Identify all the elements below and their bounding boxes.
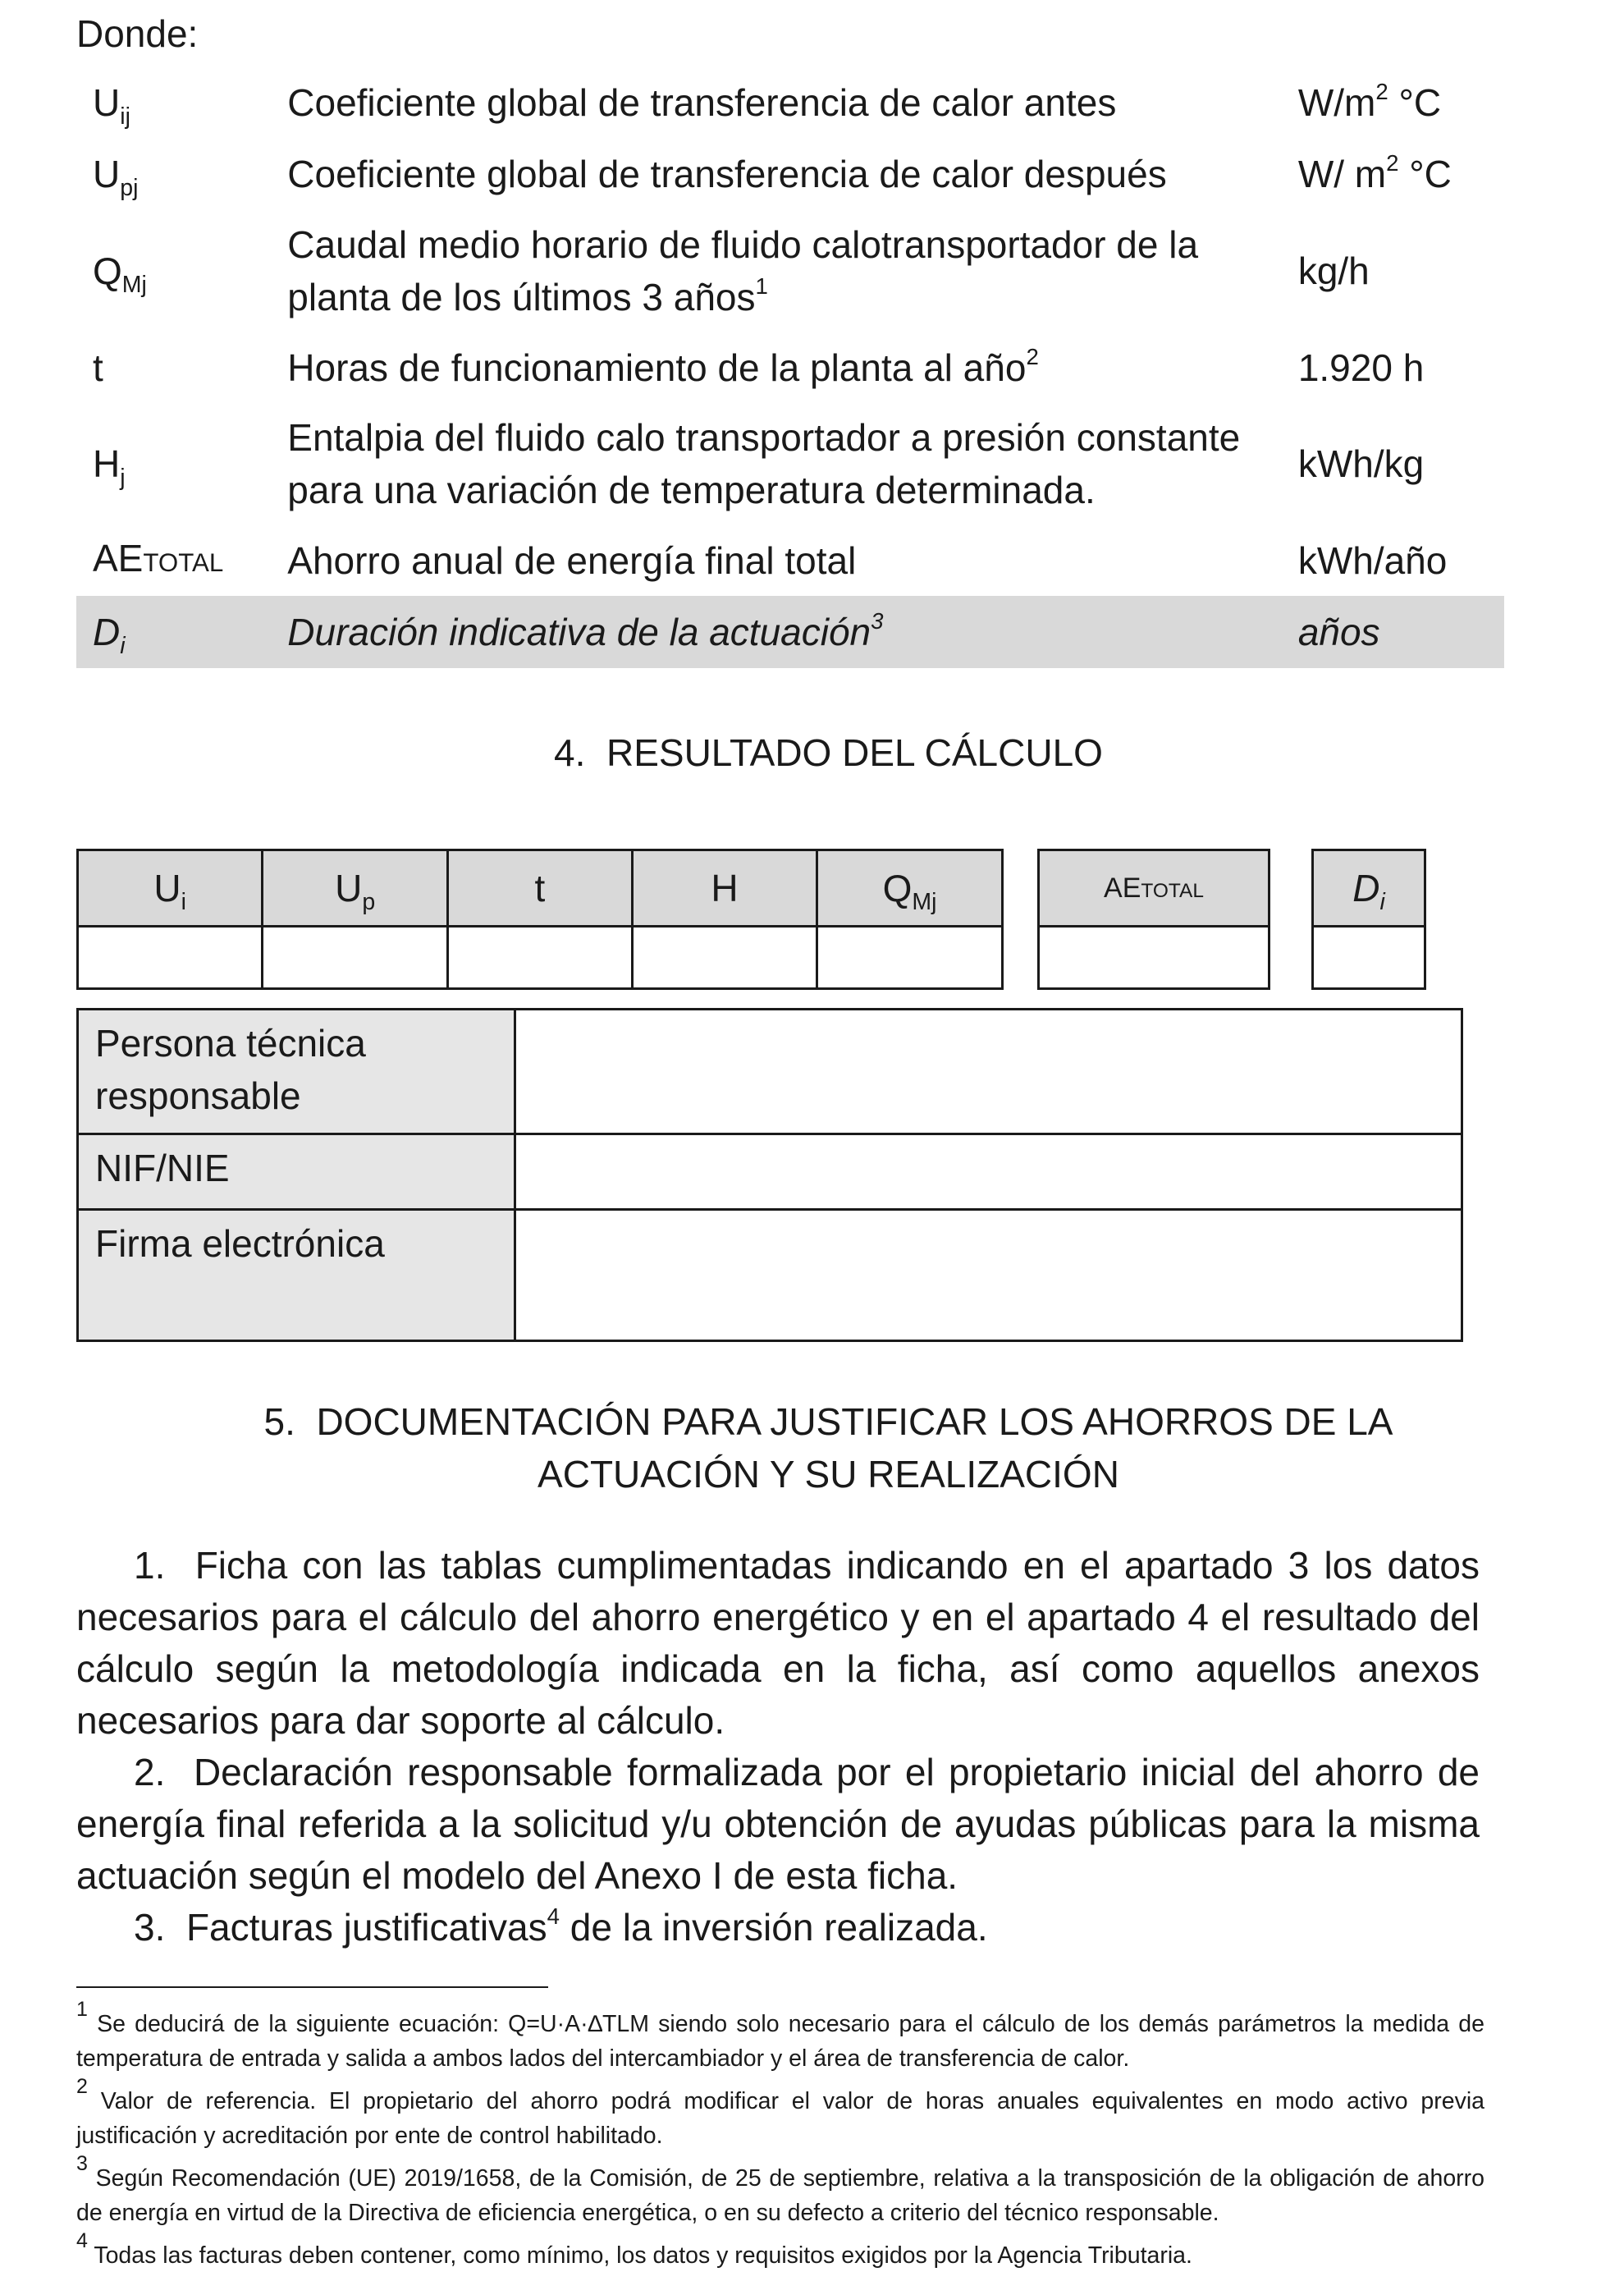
result-value-di[interactable] <box>1313 927 1425 989</box>
result-header-row <box>78 850 1003 927</box>
result-value-h[interactable] <box>632 927 817 989</box>
definitions-table <box>76 66 1504 668</box>
definition-description: Entalpia del fluido calo transportador a presión constante para una variación de temperatura determinada. <box>287 416 1241 511</box>
footnote: $^4$ Todas las facturas deben contener, como mínimo, los datos y requisitos exigidos por la Agencia Tributaria. <box>76 2228 1192 2269</box>
definition-description: Coeficiente global de transferencia de calor después <box>287 153 1167 195</box>
result-value-row <box>78 927 1003 989</box>
footnote: $^2$ Valor de referencia. El propietario del ahorro podrá modificar el valor de horas anuales equivalentes en modo activo previa justificación y acreditación por ente de control habilitado. <box>76 2074 1485 2149</box>
signature-field[interactable] <box>515 1210 1462 1341</box>
footnotes <box>76 1997 1485 2281</box>
result-header-ae-total: AETOTAL <box>1039 850 1269 927</box>
definition-row <box>76 140 1504 208</box>
person-field[interactable] <box>515 1010 1462 1134</box>
result-ae-table <box>1037 849 1270 990</box>
list-item: 3. Facturas justificativas$^4$ de la inversión realizada. <box>134 1903 988 1949</box>
result-di-table <box>1311 849 1426 990</box>
footnote: $^3$ Según Recomendación (UE) 2019/1658, de la Comisión, de 25 de septiembre, relativa a la transposición de la obligación de ahorro de energía en virtud de la Directiva de eficiencia energética, o en su defecto a criterio del técnico responsable. <box>76 2151 1485 2226</box>
result-value-ui[interactable] <box>78 927 263 989</box>
result-header-di: $D_i$ <box>1313 850 1425 927</box>
definition-description: Horas de funcionamiento de la planta al año$^2$ <box>287 343 1039 389</box>
definition-row <box>76 66 1504 140</box>
result-header-qmj: $Q_{Mj}$ <box>817 850 1003 927</box>
responsible-table <box>76 1008 1463 1342</box>
definition-unit: kg/h <box>1297 250 1370 292</box>
definition-description: Duración indicativa de la actuación$^3$ <box>271 596 1282 668</box>
section-4-heading <box>0 731 1624 775</box>
section-number: 5. <box>263 1400 295 1443</box>
section-number: 4. <box>554 731 586 774</box>
list-item: 1. Ficha con las tablas cumplimentadas indicando en el apartado 3 los datos necesarios para el cálculo del ahorro energético y en el apartado 4 el resultado del cálculo según la metodología indicada en la ficha, así como aquellos anexos necesarios para dar soporte al cálculo. <box>76 1544 1480 1742</box>
definition-symbol: $U_{ij}$ <box>93 81 130 131</box>
nif-label: NIF/NIE <box>78 1134 515 1210</box>
nif-field[interactable] <box>515 1134 1462 1210</box>
signature-label: Firma electrónica <box>78 1210 515 1341</box>
definition-row <box>76 402 1504 525</box>
documentation-list <box>76 1540 1480 1954</box>
donde-label: Donde: <box>76 12 199 55</box>
definition-unit: 1.920 h <box>1297 346 1425 389</box>
definition-symbol: $D_i$ <box>76 596 271 668</box>
definition-description: Coeficiente global de transferencia de calor antes <box>287 81 1117 124</box>
definition-unit: kWh/año <box>1297 539 1448 582</box>
definition-unit: W/ $m^2$ °C <box>1297 149 1452 195</box>
definition-row <box>76 525 1504 596</box>
result-value-up[interactable] <box>263 927 448 989</box>
definition-symbol: AETOTAL <box>93 537 224 579</box>
result-value-qmj[interactable] <box>817 927 1003 989</box>
result-table <box>76 849 1004 990</box>
definition-row-highlighted <box>76 596 1504 668</box>
section-title: RESULTADO DEL CÁLCULO <box>606 731 1103 774</box>
result-header-h: H <box>632 850 817 927</box>
definition-unit: kWh/kg <box>1297 442 1425 485</box>
section-title-line2: ACTUACIÓN Y SU REALIZACIÓN <box>538 1453 1119 1495</box>
result-header-t: t <box>447 850 632 927</box>
definition-symbol: t <box>93 346 103 389</box>
definition-description: Caudal medio horario de fluido calotransportador de la planta de los últimos 3 años$^1$ <box>287 223 1199 318</box>
result-header-ui: $U_i$ <box>78 850 263 927</box>
definition-symbol: $Q_{Mj}$ <box>93 250 147 299</box>
definition-row <box>76 333 1504 402</box>
definition-row <box>76 208 1504 333</box>
person-label: Persona técnica responsable <box>78 1010 515 1134</box>
footnote: $^1$ Se deducirá de la siguiente ecuación: Q=U·A·∆TLM siendo solo necesario para el cálculo de los demás parámetros la medida de temperatura de entrada y salida a ambos lados del intercambiador y el área de transferencia de calor. <box>76 1997 1485 2072</box>
result-value-ae-total[interactable] <box>1039 927 1269 989</box>
section-title-line1: DOCUMENTACIÓN PARA JUSTIFICAR LOS AHORROS DE LA <box>316 1400 1393 1443</box>
definition-symbol: $U_{pj}$ <box>93 153 139 202</box>
definition-unit: años <box>1282 596 1504 668</box>
result-header-up: $U_p$ <box>263 850 448 927</box>
definition-unit: $W/m^2$ °C <box>1297 78 1442 124</box>
section-5-heading <box>0 1395 1624 1500</box>
result-value-t[interactable] <box>447 927 632 989</box>
definition-description: Ahorro anual de energía final total <box>287 539 857 582</box>
definition-symbol: $H_j$ <box>93 442 126 492</box>
footnote-divider <box>76 1986 548 1988</box>
list-item: 2. Declaración responsable formalizada por el propietario inicial del ahorro de energía final referida a la solicitud y/u obtención de ayudas públicas para la misma actuación según el modelo del Anexo I de esta ficha. <box>76 1751 1480 1897</box>
